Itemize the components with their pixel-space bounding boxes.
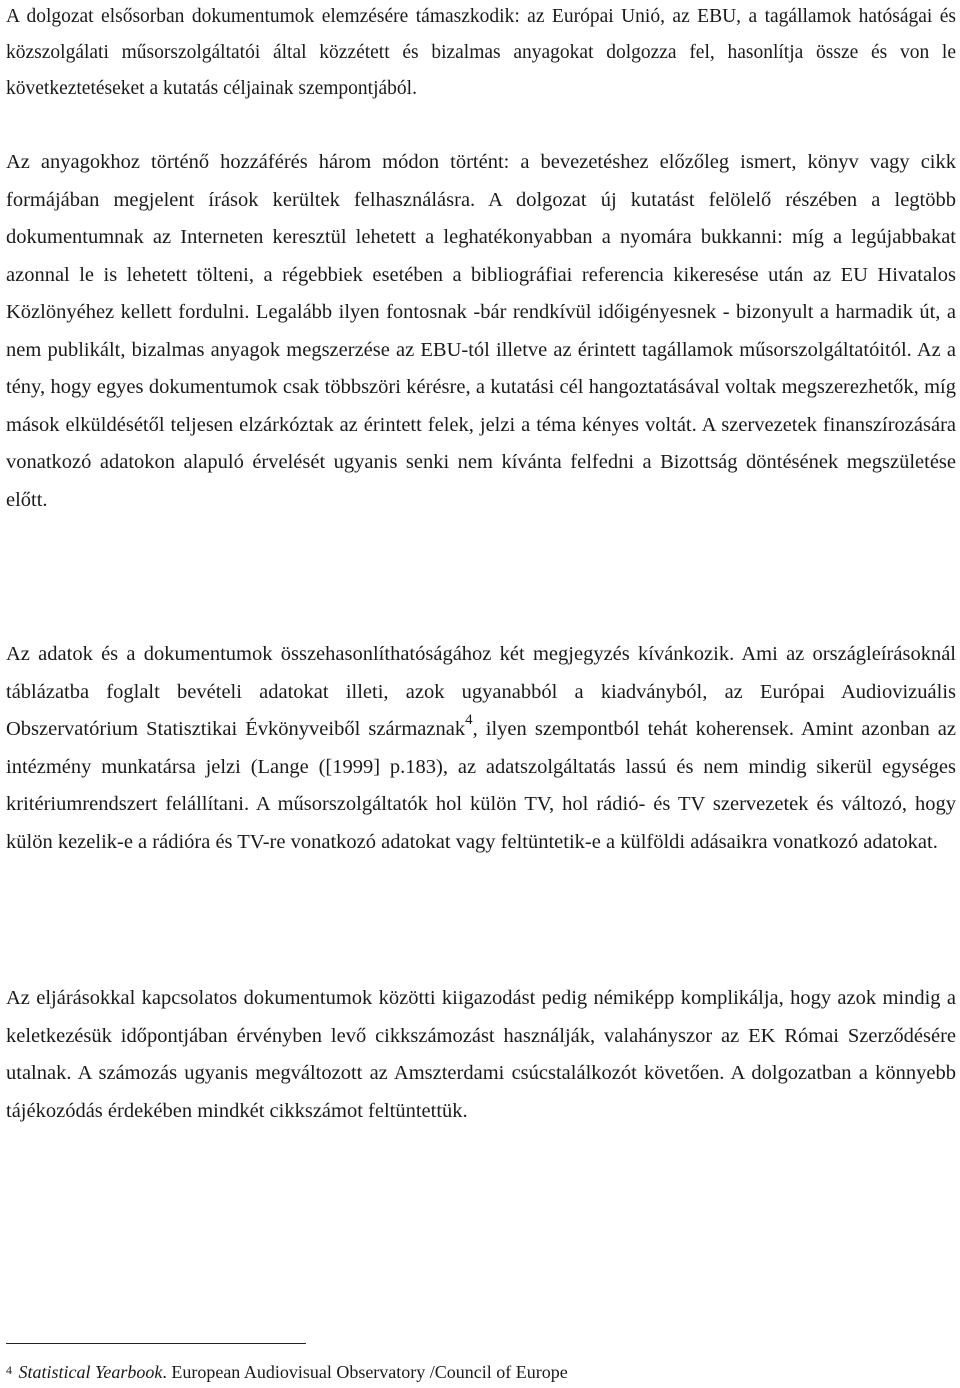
- footnote-divider: [6, 1343, 306, 1344]
- paragraph-methodology: A dolgozat elsősorban dokumentumok elemzésére támaszkodik: az Európai Unió, az EBU, a tagállamok hatóságai és közszolgálati műsorszolgáltatói által közzétett és bizalmas anyagokat dolgozza fel, hasonlítja össze és von le következtetéseket a kutatás céljainak szempontjából.: [6, 6, 956, 99]
- paragraph-access: Az anyagokhoz történő hozzáférés három módon történt: a bevezetéshez előzőleg ismert, könyv vagy cikk formájában megjelent írások kerültek felhasználásra. A dolgozat új kutatást felölelő részében a legtöbb dokumentumnak az Interneten keresztül lehetett a leghatékonyabban a nyomára bukkanni: míg a legújabbakat azonnal le is lehetett tölteni, a régebbiek esetében a bibliográfiai referencia kikeresése után az EU Hivatalos Közlönyéhez kellett fordulni. Legalább ilyen fontosnak -bár rendkívül időigényesnek - bizonyult a harmadik út, a nem publikált, bizalmas anyagok megszerzése az EBU-tól illetve az érintett tagállamok műsorszolgáltatóitól. Az a tény, hogy egyes dokumentumok csak többszöri kérésre, a kutatási cél hangoztatásával voltak megszerezhetők, míg mások elküldésétől teljesen elzárkóztak az érintett felek, jelzi a téma kényes voltát. A szervezetek finanszírozására vonatkozó adatokon alapuló érvelését ugyanis senki nem kívánta felfedni a Bizottság döntésének megszületése előtt.: [6, 151, 956, 511]
- footnote-reference: 4: [465, 712, 473, 728]
- footnote-text: . European Audiovisual Observatory /Council of Europe: [162, 1362, 568, 1382]
- footnote-number: 4: [6, 1363, 12, 1377]
- footnote: [6, 1358, 568, 1384]
- paragraph-data-comparability: [6, 636, 956, 861]
- paragraph-data-text-end: , ilyen szempontból tehát koherensek. Amint azonban az intézmény munkatársa jelzi (Lange ([1999] p.183), az adatszolgáltatás lassú és nem mindig sikerül egységes kritériumrendszert felállítani. A műsorszolgáltatók hol külön TV, hol rádió- és TV szervezetek és változó, hogy külön kezelik-e a rádióra és TV-re vonatkozó adatokat vagy feltüntetik-e a külföldi adásaikra vonatkozó adatokat.: [6, 718, 956, 853]
- paragraph-procedures: Az eljárásokkal kapcsolatos dokumentumok közötti kiigazodást pedig némiképp komplikálja, hogy azok mindig a keletkezésük időpontjában érvényben levő cikkszámozást használják, valahányszor az EK Római Szerződésére utalnak. A számozás ugyanis megváltozott az Amszterdami csúcstalálkozót követően. A dolgozatban a könnyebb tájékozódás érdekében mindkét cikkszámot feltüntettük.: [6, 987, 956, 1122]
- footnote-title: Statistical Yearbook: [18, 1362, 163, 1382]
- paragraph-data-text-start: Az adatok és a dokumentumok összehasonlíthatóságához két megjegyzés kívánkozik. Ami az országleírásoknál táblázatba foglalt bevételi adatokat illeti, azok ugyanabból a kiadványból, az Európai Audiovizuális Obszervatórium Statisztikai Évkönyveiből származnak: [6, 643, 956, 740]
